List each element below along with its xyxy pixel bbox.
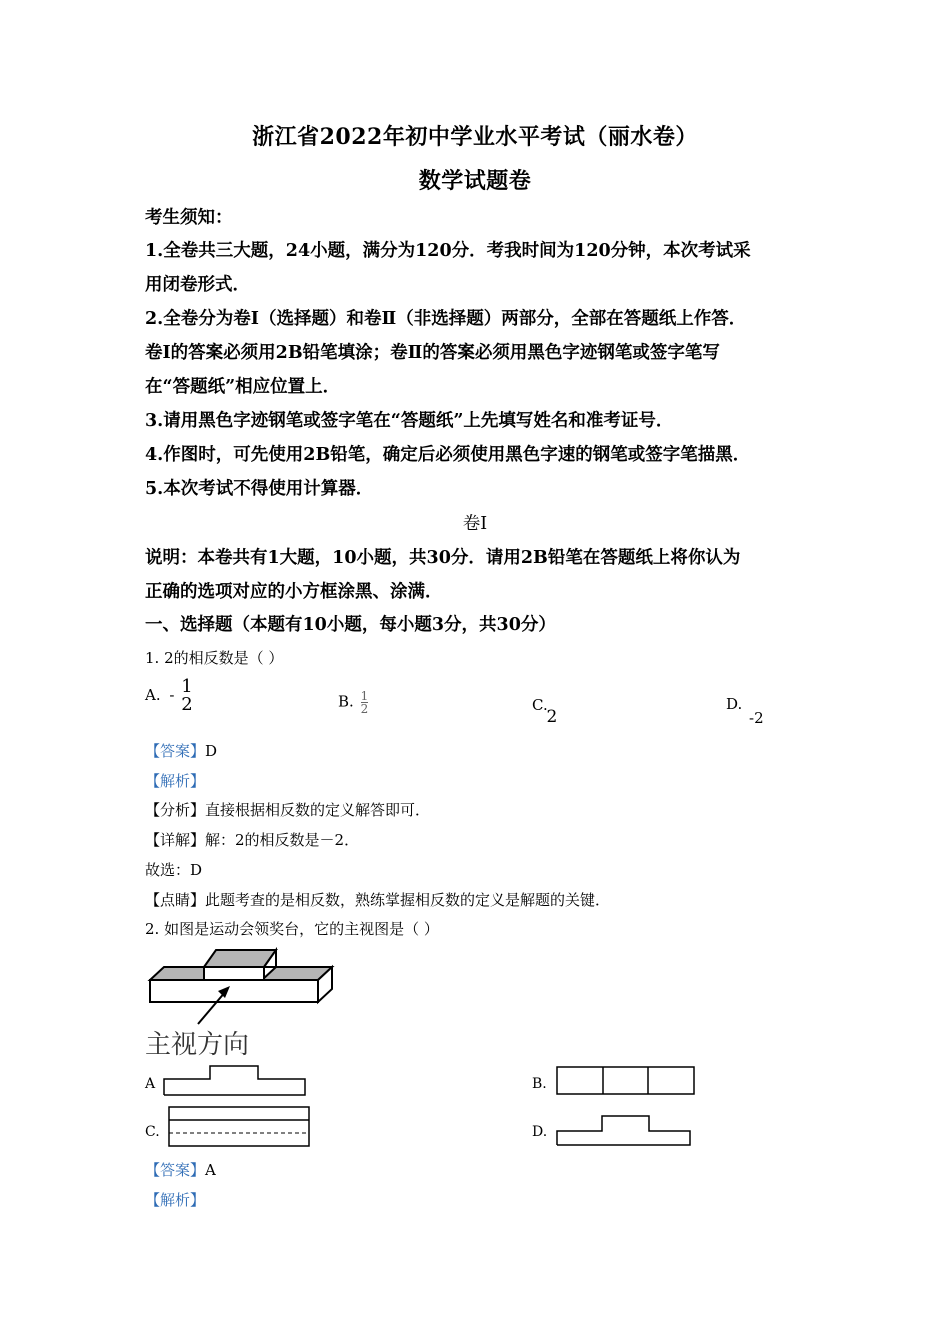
section-desc: 正确的选项对应的小方框涂黑、涂满． — [145, 582, 443, 602]
fenxi-tag: 【分析】 — [145, 801, 206, 819]
option-value: 2 — [546, 707, 558, 727]
answer-value: D — [205, 742, 218, 760]
xiangjie-text: 解：2的相反数是－2． — [205, 831, 360, 849]
fenxi-line — [145, 800, 430, 820]
question-stem: 2. 如图是运动会领奖台，它的主视图是（ ） — [145, 920, 439, 938]
xiangjie-tag: 【详解】 — [145, 831, 206, 849]
denominator: 2 — [360, 702, 369, 716]
answer-tag: 【答案】 — [145, 742, 206, 760]
podium-front — [150, 980, 318, 1002]
notice-heading: 考生须知： — [145, 208, 233, 228]
notice-line: 在“答题纸”相应位置上． — [145, 377, 341, 397]
option-c-label: C. — [145, 1124, 160, 1140]
podium-figure — [140, 945, 350, 1025]
page-title: 浙江省2022年初中学业水平考试（丽水卷） — [252, 124, 698, 150]
option-value: -2 — [749, 709, 764, 727]
option-label: D. — [726, 695, 743, 713]
dianjing-text: 此题考查的是相反数，熟练掌握相反数的定义是解题的关键． — [205, 891, 611, 909]
notice-line: 用闭卷形式． — [145, 275, 250, 295]
fraction — [361, 690, 369, 715]
section-heading: 一、选择题（本题有10小题，每小题3分，共30分） — [145, 615, 556, 635]
notice-line: 1.全卷共三大题，24小题，满分为120分．考我时间为120分钟，本次考试采 — [145, 241, 751, 261]
answer-line — [145, 741, 217, 761]
answer-line — [145, 1160, 216, 1180]
option-d — [726, 695, 764, 727]
option-b — [338, 690, 368, 715]
option-b-figure — [556, 1065, 698, 1097]
podium-center-front — [204, 967, 264, 980]
numerator: 1 — [360, 689, 369, 703]
option-b-label: B. — [532, 1076, 547, 1092]
option-a-figure — [162, 1064, 310, 1098]
section-desc: 说明：本卷共有1大题，10小题，共30分．请用2B铅笔在答题纸上将你认为 — [145, 548, 741, 568]
section-label: 卷Ⅰ — [462, 514, 488, 534]
answer-tag: 【答案】 — [145, 1161, 206, 1179]
answer-value: A — [205, 1161, 216, 1179]
notice-line: 5.本次考试不得使用计算器． — [145, 479, 374, 499]
page-subtitle: 数学试题卷 — [418, 168, 532, 194]
notice-line: 卷Ⅰ的答案必须用2B铅笔填涂；卷Ⅱ的答案必须用黑色字迹钢笔或签字笔写 — [145, 343, 720, 363]
option-a — [145, 678, 193, 714]
option-label: B. — [338, 692, 354, 711]
analysis-tag: 【解析】 — [145, 772, 206, 790]
notice-line: 4.作图时，可先使用2B铅笔，确定后必须使用黑色字速的钢笔或签字笔描黑． — [145, 445, 751, 465]
option-d-label: D. — [532, 1124, 548, 1140]
numerator: 1 — [181, 676, 193, 697]
dianjing-tag: 【点睛】 — [145, 891, 206, 909]
fenxi-text: 直接根据相反数的定义解答即可． — [205, 801, 431, 819]
notice-line: 2.全卷分为卷Ⅰ（选择题）和卷Ⅱ（非选择题）两部分，全部在答题纸上作答． — [145, 309, 747, 329]
analysis-tag: 【解析】 — [145, 1191, 206, 1209]
option-c — [532, 695, 558, 727]
option-label: C. — [532, 696, 548, 714]
notice-line: 3.请用黑色字迹钢笔或签字笔在“答题纸”上先填写姓名和准考证号． — [145, 411, 674, 431]
option-d-figure — [555, 1114, 695, 1148]
option-c-figure — [167, 1105, 313, 1149]
dianjing-line — [145, 890, 610, 910]
question-stem: 1. 2的相反数是（ ） — [145, 649, 284, 667]
option-label: A. — [145, 686, 161, 704]
figure-caption: 主视方向 — [145, 1030, 250, 1060]
fraction — [181, 678, 192, 714]
denominator: 2 — [181, 694, 193, 715]
xiangjie-line — [145, 830, 359, 850]
guxuan-line: 故选：D — [145, 861, 203, 879]
option-a-label: A — [145, 1076, 156, 1092]
option-sign: - — [169, 686, 175, 704]
